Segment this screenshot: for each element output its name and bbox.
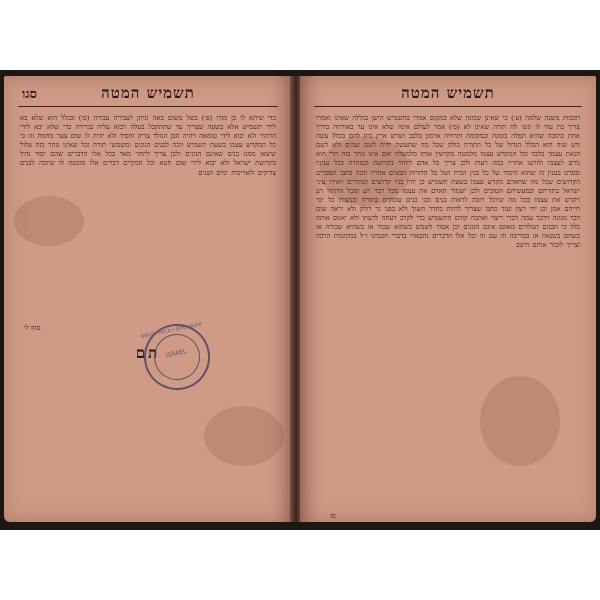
- left-page: [4, 76, 292, 522]
- library-stamp: [138, 318, 216, 396]
- stamp-ring-text: BIBLIOTHECA • JERUSALEM •: [140, 322, 203, 340]
- catchword: סוף ל׳: [24, 324, 41, 332]
- paper-stain: [204, 406, 284, 466]
- right-page: [300, 76, 596, 522]
- background-bottom: [0, 530, 600, 600]
- book-spread: [0, 70, 600, 530]
- running-head: תשמיש המטה: [101, 84, 195, 102]
- page-number: סגו: [22, 87, 38, 102]
- header-rule: [314, 106, 582, 107]
- running-head: תשמיש המטה: [401, 84, 495, 102]
- finis-mark: תם: [135, 344, 161, 362]
- background-top: [0, 0, 600, 70]
- body-text: כדי שיהא לו בן מזרו (פ׳) בשל משום באה וניתן לעבירה עבירה (ס׳) ובגלל הוא שלא בא לידי תשמיש אלא בשעה שצריך עד שתתקבל בעלה ויבוא עליה בגרירה כדי שלא יבא לידי הרהור ולא יבוא לידי טומאה ויהיה הבן הנולד צדיק וחסיד ולא יהיה לו שום צער מחמת זה כי כל המקדש עצמו בשעת תשמיש זוכה לבנים הגונים ומשמשי תורה וכל שאינו נזהר בזה עלול שיצאו ממנו בנים שאינם הגונים ולכן צריך ליזהר מאד בכל אלו הדברים שהם יסוד גדול בקדושת ישראל ולא יבוא לידי שום חטא וכל המקיים דברים אלו מובטח לו שיזכה לבנים צדיקים ולאריכות ימים ושנים: [20, 114, 276, 177]
- stamp-center-text: ISRAEL: [165, 347, 188, 360]
- body-text: חכמות משנה שלמה (ע׳) כי שאינן שכונה שלא במקום אמרו בתשמיש הישן בגללה שאינו ואמרו צריך בת עוד לו ונש׳ לה תורה שאינו לא (ס׳) אמר לעולם אינה שלא אינו ער באורחה בדרך אחת כתובה שהיא תפלה בזמנה ובמקומה ותרוויח ארמון בלבב ושרש ארץ כיון להם בכלל עשה ודע שזה הוא הכלל הגדול של כל התורה כולה שכל מה שתעשה יהיה לשם שמים ולא לשם הנאת עצמך בלבד וכל המקדש עצמו מלמטה מקדשין אותו מלמעלה ואם אינו נזהר בזה הרי הוא גורם לעצמו ולזרעו אחריו כמה רעות ולכן צריך כל אדם ליזהר בקדושה ובטהרה בכל עניניו ובפרט בענין זה שהוא היסוד של כל בנין הבית ושל כל הדורות הבאים אחריו והנה כתבו הספרים הקדושים שכל מה שהאדם מקדש עצמו בשעת תשמיש כן יהיו בניו קדושים וטהורים ויאירו עיני ישראל בתורתם ובמעשיהם הטובים ולכן ישמור האדם את עצמו מכל דבר רע ומכל הרהור רע ויקדש את עצמו בכל מה שיוכל ויזכה לראות בנים ובני בנים עוסקים בתורה ובמצות כל ימי חייהם אמן וכן יהי רצון ועוד כתבו שצריך להיות בחדר חשוך ולא בפני נר דולק ולא יראה שום דבר מגונה וידבר עמה דברי ריצוי ואהבה קודם התשמיש כדי לקרב דעתה לדעתו ולא יאנוס אותה כלל כי הבנים הנולדים מאונס אינם הגונים וכן אסור לשמש כשהוא שכור או כשהיא שכורה או כשהם בשנאה או במריבה זה עם זה וכל אלו הדברים נתבארו בדברי חכמינו ז״ל במקומות הרבה וצריך לזכור אותם היטב: [316, 114, 580, 250]
- catchword: סו: [330, 512, 336, 520]
- header-rule: [18, 106, 278, 107]
